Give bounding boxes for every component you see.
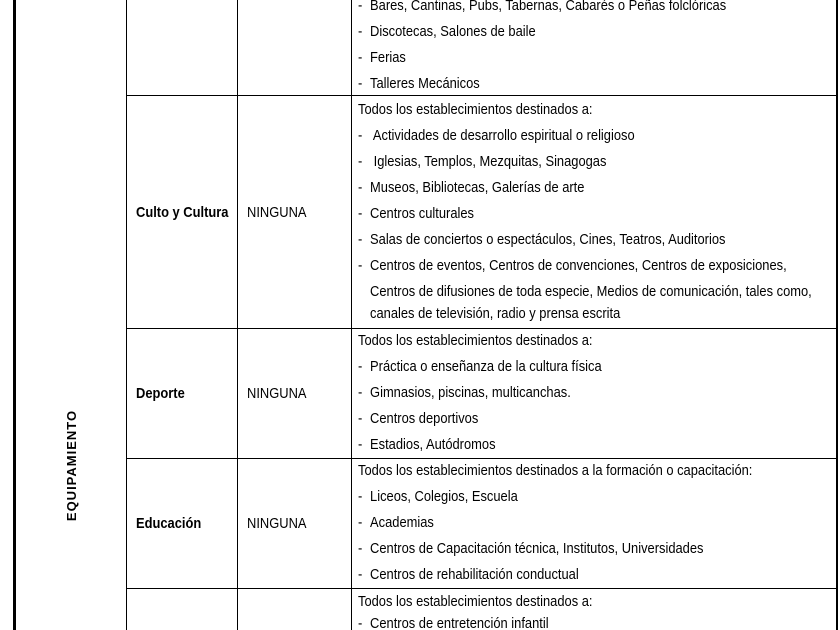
list-item: - Museos, Bibliotecas, Galerías de arte bbox=[358, 179, 585, 196]
list-heading: Todos los establecimientos destinados a: bbox=[358, 332, 593, 349]
list-item: - Centros culturales bbox=[358, 205, 475, 222]
restriction-value: NINGUNA bbox=[247, 515, 307, 532]
list-item: - Academias bbox=[358, 514, 434, 531]
list-item: - Discotecas, Salones de baile bbox=[358, 23, 536, 40]
category-educacion: Educación bbox=[136, 515, 202, 532]
list-item: - Estadios, Autódromos bbox=[358, 436, 496, 453]
restriction-value: NINGUNA bbox=[247, 385, 307, 402]
list-item: - Talleres Mecánicos bbox=[358, 75, 480, 92]
description-cell bbox=[358, 328, 836, 458]
group-label-text: EQUIPAMIENTO bbox=[64, 409, 80, 521]
list-heading: Todos los establecimientos destinados a la formación o capacitación: bbox=[358, 462, 753, 479]
restriction-value: NINGUNA bbox=[247, 204, 307, 221]
list-item: - Centros de Capacitación técnica, Institutos, Universidades bbox=[358, 540, 704, 557]
list-item: - Bares, Cantinas, Pubs, Tabernas, Cabarés o Peñas folclóricas bbox=[358, 0, 727, 14]
list-heading: Todos los establecimientos destinados a: bbox=[358, 101, 593, 118]
description-cell bbox=[358, 589, 836, 630]
list-item: - Centros de entretención infantil bbox=[358, 615, 549, 630]
list-item: - Salas de conciertos o espectáculos, Cines, Teatros, Auditorios bbox=[358, 231, 726, 248]
list-item: - Centros deportivos bbox=[358, 410, 479, 427]
list-item: - Práctica o enseñanza de la cultura física bbox=[358, 358, 602, 375]
list-item-continuation: Centros de difusiones de toda especie, Medios de comunicación, tales como, bbox=[370, 283, 812, 300]
list-item: - Iglesias, Templos, Mezquitas, Sinagogas bbox=[358, 153, 607, 170]
description-cell bbox=[358, 458, 836, 588]
description-cell bbox=[358, 97, 836, 327]
group-label bbox=[52, 300, 92, 630]
list-heading: Todos los establecimientos destinados a: bbox=[358, 593, 593, 610]
list-item-continuation: canales de televisión, radio y prensa escrita bbox=[370, 305, 621, 322]
table-border-left bbox=[13, 0, 16, 630]
category-deporte: Deporte bbox=[136, 385, 185, 402]
list-item: - Ferias bbox=[358, 49, 406, 66]
list-item: - Liceos, Colegios, Escuela bbox=[358, 488, 518, 505]
list-item: - Centros de rehabilitación conductual bbox=[358, 566, 579, 583]
list-item: - Centros de eventos, Centros de convenciones, Centros de exposiciones, bbox=[358, 257, 787, 274]
list-item: - Actividades de desarrollo espiritual o religioso bbox=[358, 127, 635, 144]
description-cell bbox=[358, 0, 836, 97]
category-culto-y-cultura: Culto y Cultura bbox=[136, 204, 229, 221]
list-item: - Gimnasios, piscinas, multicanchas. bbox=[358, 384, 571, 401]
